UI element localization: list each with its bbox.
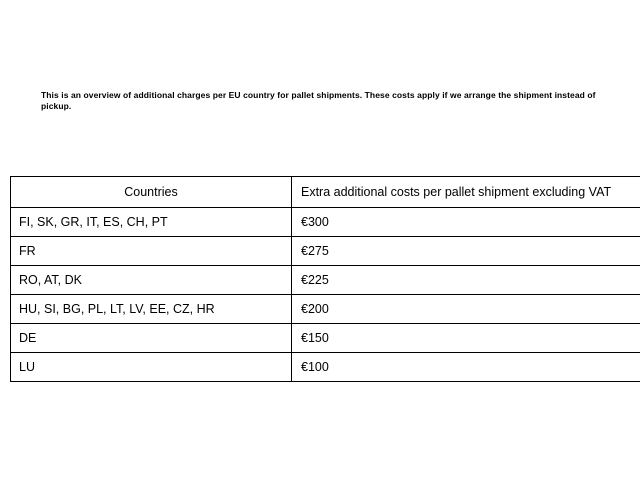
cell-countries: RO, AT, DK [11, 266, 292, 295]
intro-paragraph: This is an overview of additional charges per EU country for pallet shipments. These costs apply if we arrange the shipment instead of pickup. [41, 90, 596, 112]
charges-table [10, 176, 640, 382]
cell-cost: €150 [292, 324, 640, 353]
table-row [11, 295, 640, 324]
cell-countries: FR [11, 237, 292, 266]
cell-countries: FI, SK, GR, IT, ES, CH, PT [11, 208, 292, 237]
table-header-row [11, 177, 640, 208]
cell-countries: DE [11, 324, 292, 353]
cell-cost: €275 [292, 237, 640, 266]
table-row [11, 208, 640, 237]
column-header-countries: Countries [11, 177, 292, 208]
cell-cost: €225 [292, 266, 640, 295]
charges-table-container [10, 176, 634, 382]
cell-countries: HU, SI, BG, PL, LT, LV, EE, CZ, HR [11, 295, 292, 324]
cell-cost: €200 [292, 295, 640, 324]
cell-cost: €300 [292, 208, 640, 237]
table-row [11, 266, 640, 295]
cell-countries: LU [11, 353, 292, 382]
column-header-costs: Extra additional costs per pallet shipment excluding VAT [292, 177, 640, 208]
cell-cost: €100 [292, 353, 640, 382]
table-row [11, 324, 640, 353]
table-row [11, 353, 640, 382]
table-row [11, 237, 640, 266]
